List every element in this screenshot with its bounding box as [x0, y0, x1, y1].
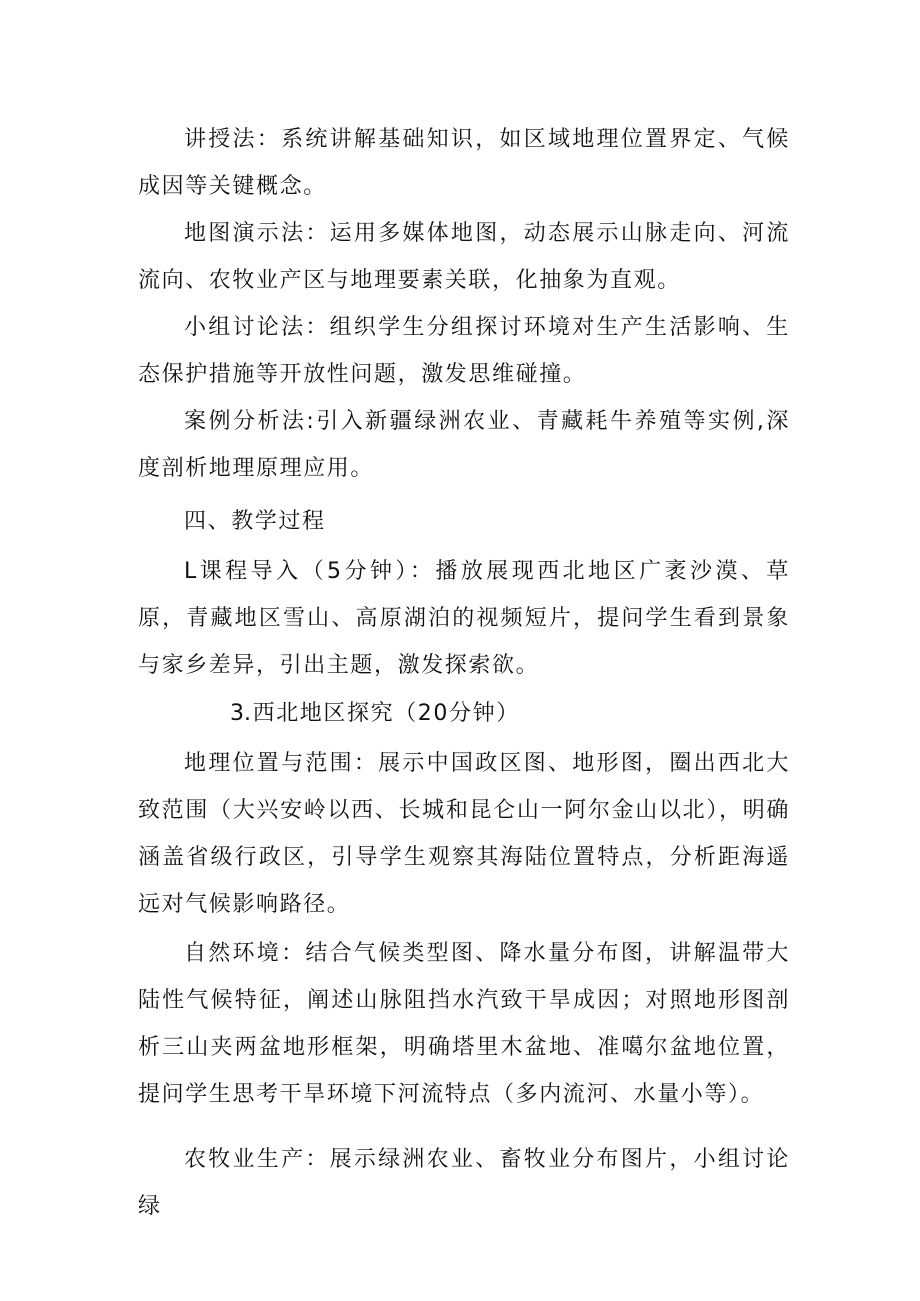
subheading-text: .西北地区探究（20分钟） — [244, 701, 520, 726]
subheading-number: 3 — [230, 701, 246, 726]
paragraph-course-introduction: L课程导入（5分钟）：播放展现西北地区广袤沙漠、草原，青藏地区雪山、高原湖泊的视频短片，提问学生看到景象与家乡差异，引出主题，激发探索欲。 — [138, 559, 790, 678]
paragraph-map-demo-method: 地图演示法：运用多媒体地图，动态展示山脉走向、河流流向、农牧业产区与地理要素关联，化抽象为直观。 — [138, 221, 790, 293]
section-heading-teaching-process: 四、教学过程 — [184, 509, 326, 534]
paragraph-case-analysis-method: 案例分析法:引入新疆绿洲农业、青藏耗牛养殖等实例,深度剖析地理原理应用。 — [138, 409, 790, 481]
paragraph-location-and-range: 地理位置与范围：展示中国政区图、地形图，圈出西北大致范围（大兴安岭以西、长城和昆仑山一阿尔金山以北），明确涵盖省级行政区，引导学生观察其海陆位置特点，分析距海遥远对气候影响路径。 — [138, 751, 790, 917]
paragraph-natural-environment: 自然环境：结合气候类型图、降水量分布图，讲解温带大陆性气候特征，阐述山脉阻挡水汽致干旱成因；对照地形图剖析三山夹两盆地形框架，明确塔里木盆地、准噶尔盆地位置，提问学生思考干旱环境下河流特点（多内流河、水量小等）。 — [138, 941, 790, 1107]
paragraph-group-discussion-method: 小组讨论法：组织学生分组探讨环境对生产生活影响、生态保护措施等开放性问题，激发思维碰撞。 — [138, 315, 790, 387]
paragraph-lecture-method: 讲授法：系统讲解基础知识，如区域地理位置界定、气候成因等关键概念。 — [138, 127, 790, 199]
subheading-northwest-exploration — [138, 690, 790, 737]
paragraph-agriculture-production: 农牧业生产：展示绿洲农业、畜牧业分布图片，小组讨论绿 — [138, 1147, 790, 1219]
